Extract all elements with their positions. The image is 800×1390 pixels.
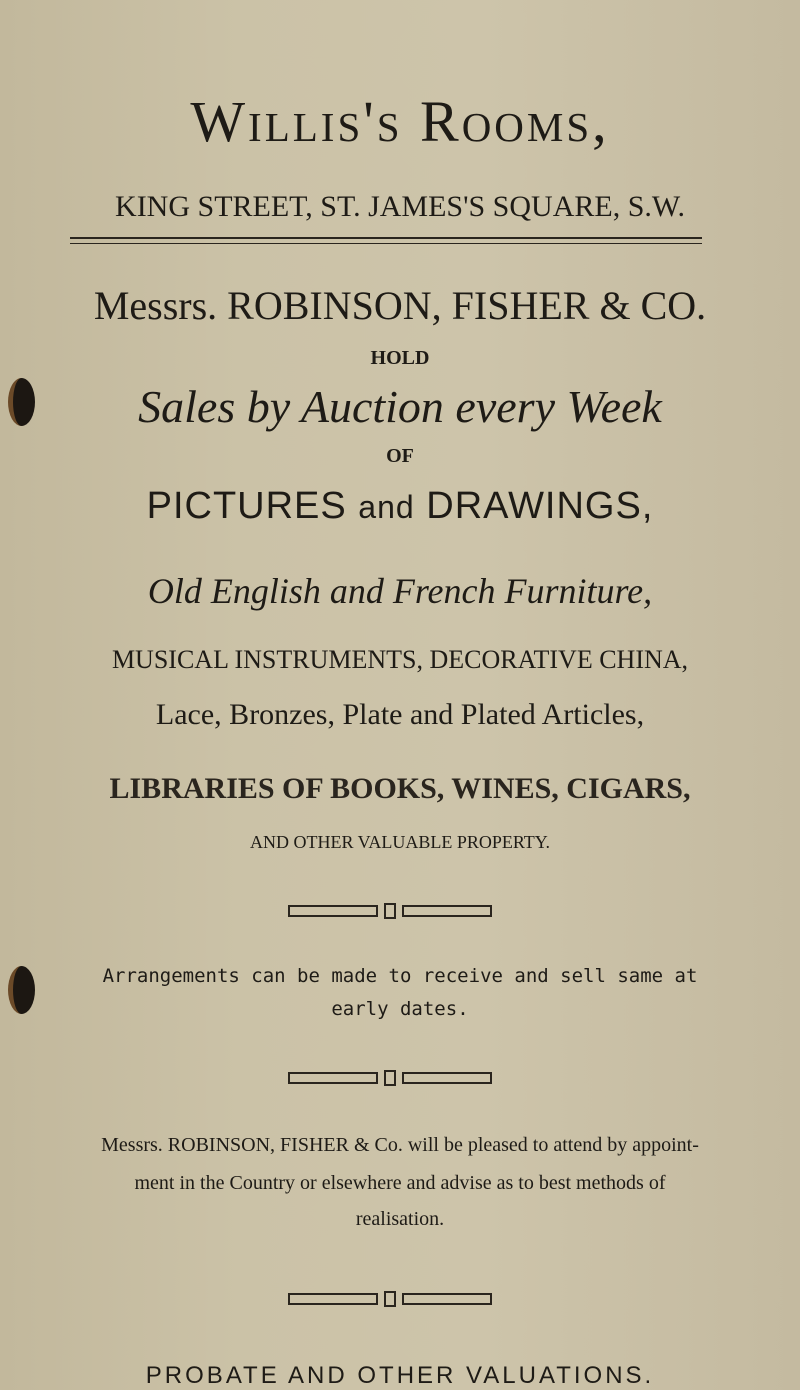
musical-line: [0, 645, 800, 675]
arrangements-line-2: early dates.: [331, 998, 469, 1020]
ornament-divider: [288, 1070, 492, 1084]
attend-line-1-text: Messrs. ROBINSON, FISHER & Co. will be pleased to attend by appoint-: [101, 1134, 699, 1156]
libraries-line: [0, 772, 800, 806]
double-rule-divider: [70, 237, 702, 244]
other-property-line: [0, 832, 800, 853]
attend-line-3: [0, 1208, 800, 1231]
pictures-drawings-line: [0, 485, 800, 528]
venue-address-text: KING STREET, ST. JAMES'S SQUARE, S.W.: [115, 190, 685, 223]
attend-line-3-text: realisation.: [355, 1208, 445, 1230]
ornament-divider: [288, 1291, 492, 1305]
attend-line-2-text: ment in the Country or elsewhere and advise as to best methods of: [134, 1172, 666, 1194]
probate-line: PROBATE AND OTHER VALUATIONS.: [145, 1362, 655, 1389]
venue-address: [0, 190, 800, 224]
pictures-text: PICTURES: [146, 485, 347, 527]
furniture-line: Old English and French Furniture,: [147, 571, 653, 611]
musical-text: MUSICAL INSTRUMENTS, DECORATIVE CHINA,: [111, 645, 689, 674]
lace-text: Lace, Bronzes, Plate and Plated Articles,: [155, 698, 645, 731]
attend-line-2: [0, 1172, 800, 1195]
libraries-text: LIBRARIES OF BOOKS, WINES, CIGARS,: [109, 772, 691, 805]
venue-title: Willis's Rooms,: [190, 89, 610, 154]
drawings-text: DRAWINGS,: [426, 485, 654, 527]
attend-line-1: [0, 1134, 800, 1157]
other-property-text: AND OTHER VALUABLE PROPERTY.: [250, 832, 550, 852]
and-text: and: [358, 489, 415, 525]
sales-line: Sales by Auction every Week: [138, 381, 662, 432]
hold-label: HOLD: [370, 347, 430, 369]
firm-name-text: Messrs. ROBINSON, FISHER & CO.: [93, 283, 707, 328]
lace-line: [0, 698, 800, 732]
ornament-divider: [288, 903, 492, 917]
punch-hole: [8, 966, 35, 1014]
firm-name: [0, 282, 800, 329]
of-label: OF: [386, 445, 414, 467]
arrangements-line-1: Arrangements can be made to receive and sell same at: [102, 965, 698, 987]
punch-hole: [8, 378, 35, 426]
